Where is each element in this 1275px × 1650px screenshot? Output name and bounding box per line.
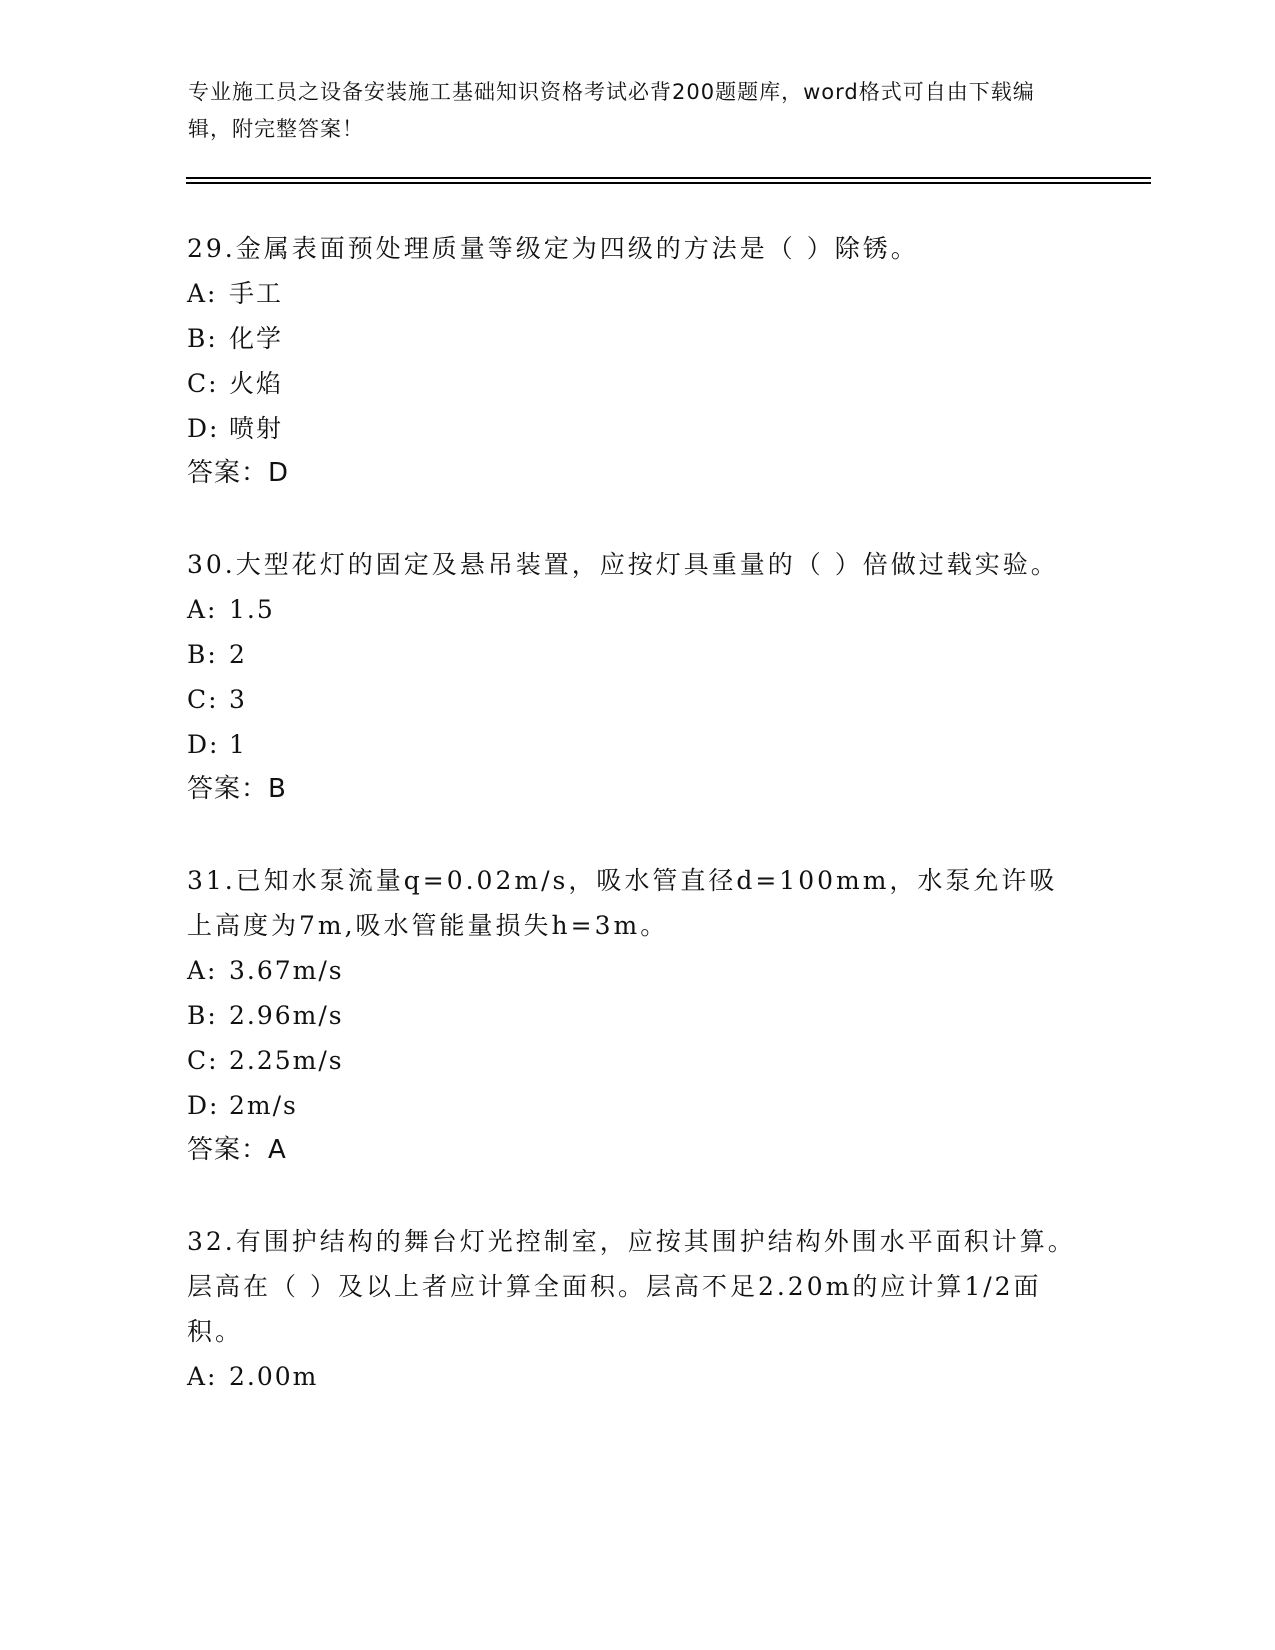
option-text: 手工 (229, 279, 284, 308)
question-31 (187, 858, 1077, 1173)
option-text: 喷射 (229, 414, 284, 443)
option-letter: A: (187, 595, 218, 624)
question-stem: 29.金属表面预处理质量等级定为四级的方法是（ ）除锈。 (187, 234, 919, 263)
option-letter: B: (187, 324, 218, 353)
option-text: 3.67m/s (229, 956, 344, 985)
option-text: 3 (229, 685, 247, 714)
option-d (187, 722, 1077, 767)
header-divider-top (186, 177, 1151, 179)
option-text: 1.5 (229, 595, 275, 624)
question-stem: 31.已知水泵流量q=0.02m/s，吸水管直径d=100mm，水泵允许吸上高度为7m,吸水管能量损失h=3m。 (187, 866, 1058, 940)
option-text: 2.00m (229, 1362, 319, 1391)
option-a (187, 1354, 1077, 1399)
option-text: 2.96m/s (229, 1001, 344, 1030)
option-b (187, 993, 1077, 1038)
answer-line: 答案：B (187, 774, 287, 804)
option-text: 火焰 (229, 369, 284, 398)
question-stem: 32.有围护结构的舞台灯光控制室，应按其围护结构外围水平面积计算。层高在（ ）及以上者应计算全面积。层高不足2.20m的应计算1/2面积。 (187, 1227, 1076, 1346)
question-30 (187, 542, 1077, 812)
option-c (187, 1038, 1077, 1083)
option-c (187, 677, 1077, 722)
option-letter: C: (187, 685, 219, 714)
option-text: 化学 (229, 324, 284, 353)
option-b (187, 632, 1077, 677)
option-letter: A: (187, 279, 218, 308)
answer-line: 答案：D (187, 458, 290, 488)
option-letter: D: (187, 1091, 220, 1120)
option-letter: D: (187, 730, 220, 759)
header-divider-bottom (186, 182, 1151, 184)
option-d (187, 1083, 1077, 1128)
option-a (187, 948, 1077, 993)
question-list (187, 226, 1077, 1445)
option-text: 2 (229, 640, 247, 669)
question-stem: 30.大型花灯的固定及悬吊装置，应按灯具重量的（ ）倍做过载实验。 (187, 550, 1059, 579)
option-text: 2m/s (229, 1091, 298, 1120)
option-c (187, 361, 1077, 406)
option-b (187, 316, 1077, 361)
answer-line: 答案：A (187, 1135, 287, 1165)
option-letter: A: (187, 956, 218, 985)
question-32 (187, 1219, 1077, 1399)
option-letter: C: (187, 1046, 219, 1075)
option-text: 2.25m/s (229, 1046, 344, 1075)
question-29 (187, 226, 1077, 496)
option-letter: C: (187, 369, 219, 398)
option-letter: D: (187, 414, 220, 443)
option-text: 1 (229, 730, 247, 759)
option-letter: B: (187, 1001, 218, 1030)
option-letter: B: (187, 640, 218, 669)
document-header: 专业施工员之设备安装施工基础知识资格考试必背200题题库，word格式可自由下载编辑，附完整答案！ (188, 80, 1035, 141)
option-a (187, 271, 1077, 316)
option-letter: A: (187, 1362, 218, 1391)
option-d (187, 406, 1077, 451)
option-a (187, 587, 1077, 632)
